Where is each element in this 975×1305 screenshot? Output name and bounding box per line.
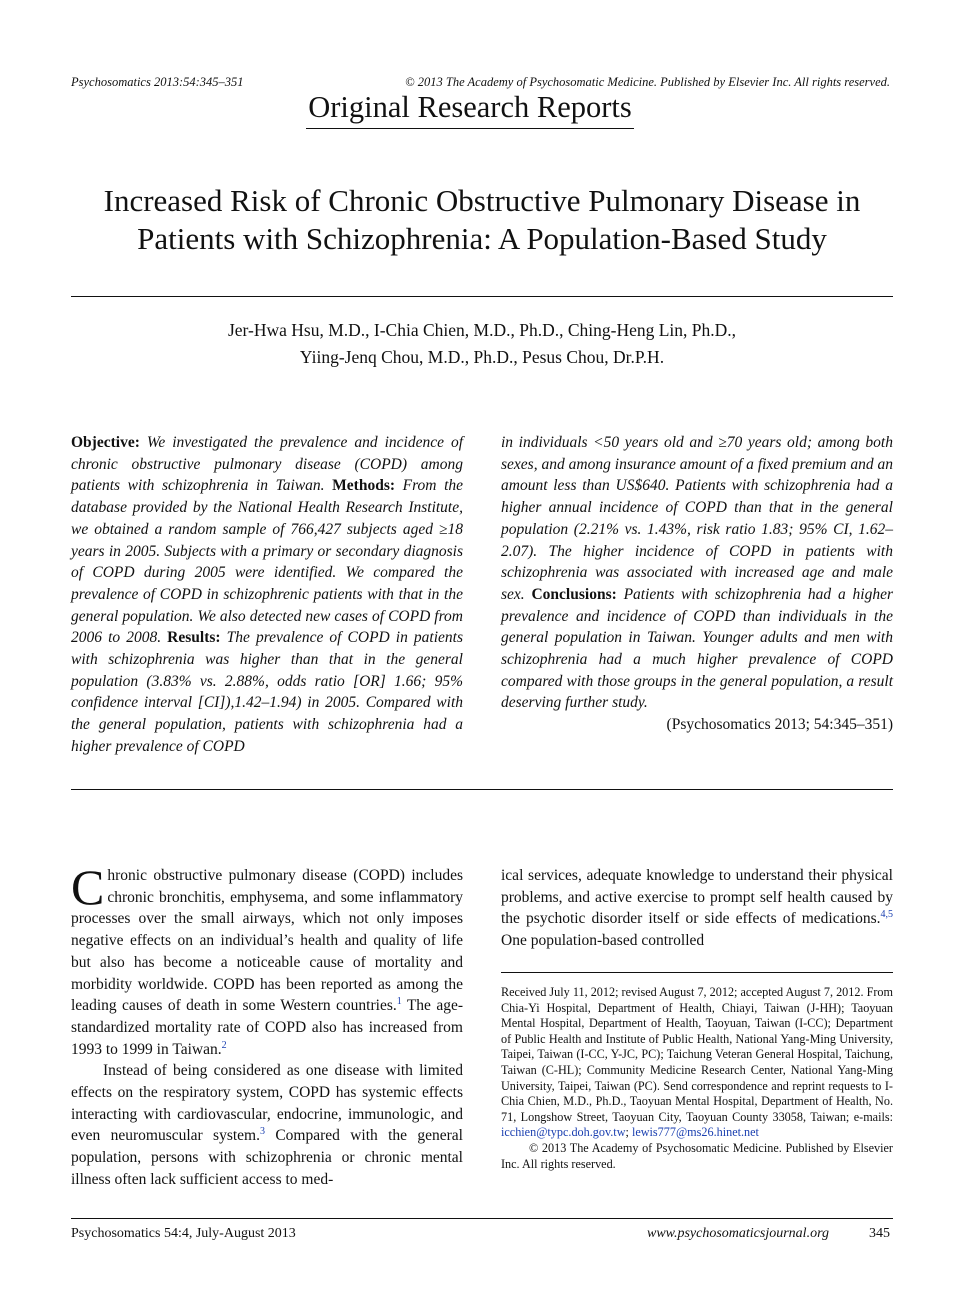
- footnote-separator: ;: [625, 1125, 629, 1140]
- results-label: Results:: [167, 629, 221, 647]
- body-paragraph-2: [71, 1060, 463, 1190]
- body-text: ical services, adequate knowledge to understand their physical problems, and active exercise to prompt self health caused by the psychotic disorder itself or side effects of medications.: [501, 867, 893, 928]
- reference-link-2[interactable]: 2: [221, 1039, 227, 1051]
- section-heading: [0, 90, 975, 129]
- journal-website-link[interactable]: www.psychosomaticsjournal.org: [646, 1226, 829, 1241]
- abstract-right-column: [501, 432, 893, 736]
- email-link-1[interactable]: icchien@typc.doh.gov.tw: [501, 1125, 626, 1140]
- footer-issue: Psychosomatics 54:4, July-August 2013: [71, 1226, 296, 1241]
- footnote-divider: [501, 972, 893, 973]
- abstract-citation: (Psychosomatics 2013; 54:345–351): [666, 716, 893, 734]
- author-list: [71, 317, 893, 371]
- conclusions-text: Patients with schizophrenia had a higher prevalence and incidence of COPD than individuals in the general population in Taiwan. Younger adults and men with schizophrenia had a much higher prevalence of COPD compared with those groups in the general population, a result deserving further study.: [501, 585, 893, 712]
- objective-text: We investigated the prevalence and incidence of chronic obstructive pulmonary disease (COPD) among patients with schizophrenia in Taiwan.: [71, 434, 463, 495]
- page-number: 345: [869, 1226, 890, 1241]
- authors-line-2: Yiing-Jenq Chou, M.D., Ph.D., Pesus Chou, Dr.P.H.: [299, 347, 665, 367]
- abstract-left-column: [71, 432, 463, 758]
- article-title: Increased Risk of Chronic Obstructive Pulmonary Disease in Patients with Schizophrenia: A Population-Based Study: [103, 183, 861, 256]
- reference-link-4-5[interactable]: 4,5: [880, 909, 893, 921]
- header-copyright: © 2013 The Academy of Psychosomatic Medicine. Published by Elsevier Inc. All rights reserved.: [405, 75, 890, 89]
- article-footnote: [501, 985, 893, 1172]
- body-text: Compared with the general population, persons with schizophrenia or chronic mental illness often lack sufficient access to med-: [71, 1127, 463, 1188]
- reference-link-1[interactable]: 1: [396, 996, 402, 1008]
- results-text-right: in individuals <50 years old and ≥70 years old; among both sexes, and among insurance amount of a fixed premium and an amount less than US$640. Patients with schizophrenia had a higher annual incidence of COPD than that in the general population (2.21% vs. 1.43%, risk ratio 1.83; 95% CI, 1.62–2.07). The higher incidence of COPD in patients with schizophrenia was associated with increased age and male sex.: [501, 434, 893, 603]
- footnote-copyright: © 2013 The Academy of Psychosomatic Medicine. Published by Elsevier Inc. All rights reserved.: [501, 1140, 893, 1171]
- drop-cap: C: [71, 859, 105, 915]
- body-paragraph-1: [71, 859, 463, 1060]
- results-text-left: The prevalence of COPD in patients with schizophrenia was higher than that in the general population (3.83% vs. 2.88%, odds ratio [OR] 1.66; 95% confidence interval [CI]),1.42–1.94) in 2005. Compared with the general population, patients with schizophrenia had a higher prevalence of COPD: [71, 629, 464, 755]
- body-paragraph-2-continued: [501, 865, 893, 952]
- body-text: hronic obstructive pulmonary disease (COPD) includes chronic bronchitis, emphysema, and some inflammatory processes over the small airways, which not only imposes negative effects on an individual’s health and quality of life but also has become a noticeable cause of mortality and morbidity worldwide. COPD has been reported as among the leading causes of death in some Western countries.: [71, 867, 463, 1015]
- body-left-column: [71, 859, 463, 1191]
- reference-link-3[interactable]: 3: [259, 1126, 265, 1138]
- authors-line-1: Jer-Hwa Hsu, M.D., I-Chia Chien, M.D., Ph.D., Ching-Heng Lin, Ph.D.,: [227, 320, 737, 340]
- footnote-received: [501, 985, 893, 1141]
- objective-label: Objective:: [71, 434, 140, 451]
- body-text: Instead of being considered as one disease with limited effects on the respiratory system, COPD has systemic effects interacting with cardiovascular, endocrine, immunologic, and even neuromuscular system.: [71, 1062, 463, 1145]
- abstract-divider: [71, 789, 893, 790]
- body-text: The age-standardized mortality rate of COPD also has increased from 1993 to 1999 in Taiwan.: [71, 997, 463, 1058]
- methods-text: From the database provided by the National Health Research Institute, we obtained a random sample of 766,427 subjects aged ≥18 years in 2005. Subjects with a primary or secondary diagnosis of COPD during 2005 were identified. We compared the prevalence of COPD in schizophrenic patients with that in the general population. We also detected new cases of COPD from 2006 to 2008.: [71, 477, 464, 647]
- footnote-text: Received July 11, 2012; revised August 7, 2012; accepted August 7, 2012. From Chia-Yi Hospital, Department of Health, Chiayi, Taiwan (J-HH); Taoyuan Mental Hospital, Department of Health, Taoyuan, Taiwan (I-CC); Department of Public Health and Institute of Public Health, National Yang-Ming University, Taipei, Taiwan (I-CC, Y-JC, PC); Taichung Veteran General Hospital, Taichung, Taiwan (C-HL); Community Medicine Research Center, National Yang-Ming University, Taipei, Taiwan (PC). Send correspondence and reprint requests to I-Chia Chien, M.D., Ph.D., Taoyuan Mental Hospital, Department of Health, No. 71, Longshow Street, Taoyuan City, Taoyuan County 33058, Taiwan; e-mails:: [501, 985, 893, 1124]
- footer-divider: [71, 1218, 893, 1219]
- email-link-2[interactable]: lewis777@ms26.hinet.net: [631, 1125, 759, 1140]
- conclusions-label: Conclusions:: [531, 585, 617, 603]
- journal-reference: Psychosomatics 2013:54:345–351: [71, 75, 244, 89]
- body-right-column: [501, 865, 893, 952]
- methods-label: Methods:: [332, 477, 396, 495]
- section-heading-text: Original Research Reports: [306, 90, 634, 129]
- title-divider: [71, 296, 893, 297]
- body-text: One population-based controlled: [501, 932, 705, 950]
